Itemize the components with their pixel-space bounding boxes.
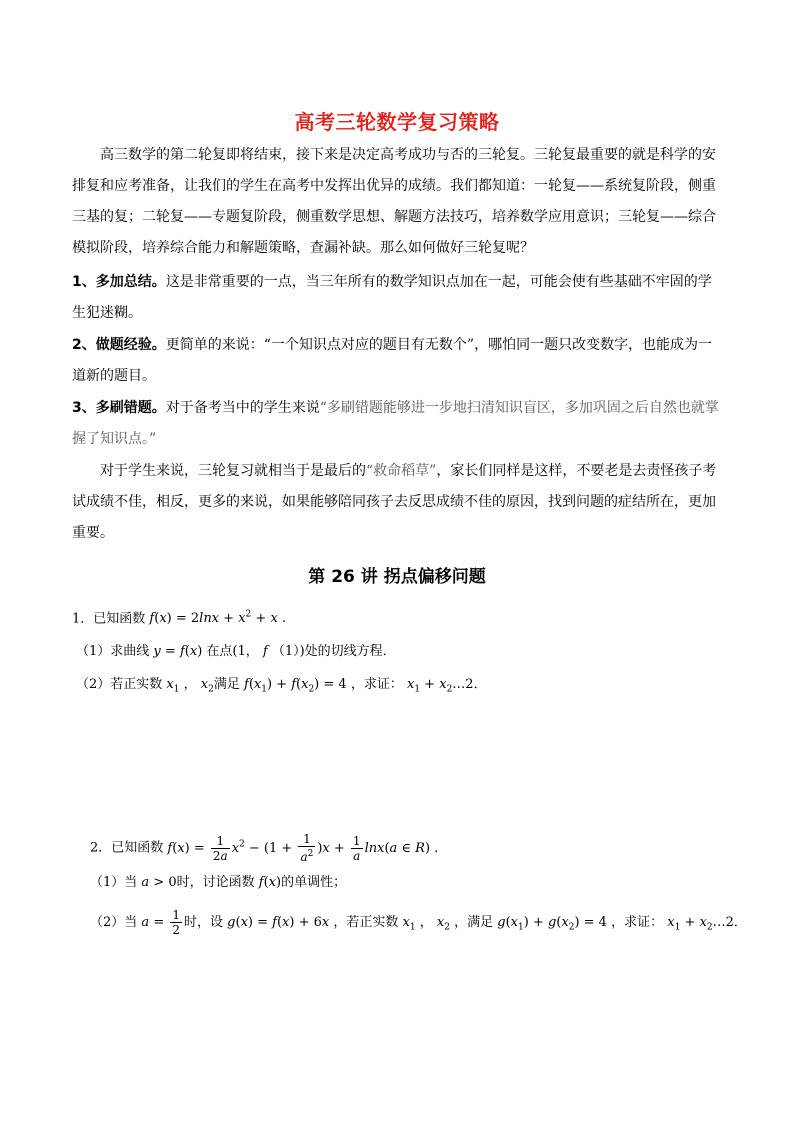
point-1 xyxy=(72,267,722,329)
problem-1-lead: 1．已知函数 xyxy=(72,611,146,627)
page-title: 高考三轮数学复习策略 xyxy=(294,110,500,134)
conclusion-pre: 对于学生来说，三轮复习就相当于是最后的 xyxy=(100,463,366,479)
point-2 xyxy=(72,330,722,392)
point-3-body: 对于备考当中的学生来说 xyxy=(165,400,320,416)
conclusion-quote: “救命稻草” xyxy=(366,463,437,479)
lecture-title: 第 26 讲 拐点偏移问题 xyxy=(308,567,486,587)
problem-2-function: f(x) = $\frac{1}{2a}$ $x^2 - (1$ + $\frac{1}{a^2}$ )x + $\frac{1}{a}$ lnx(a ∈ R) . xyxy=(167,832,439,864)
problem-2-lead: 2．已知函数 xyxy=(90,840,164,856)
conclusion-post: ，家长们同样是这样，不要老是去责怪孩子考试成绩不佳，相反，更多的来说，如果能够陪同孩子去反思成绩不佳的原因，找到问题的症结所在，更加重要。 xyxy=(72,463,717,541)
problem-1-statement xyxy=(72,605,286,629)
conclusion-paragraph xyxy=(72,456,722,549)
problem-1-part-2: （2）若正实数 $x_1$ ， $x_2$满足 $f(x_1) + f(x_2) = 4$ ，求证： $x_1$ + $x_2\dots 2$． xyxy=(76,677,487,695)
intro-paragraph: 高三数学的第二轮复即将结束，接下来是决定高考成功与否的三轮复。三轮复最重要的就是科学的安排复和应考准备，让我们的学生在高考中发挥出优异的成绩。我们都知道：一轮复——系统复阶段，侧重三基的复；二轮复——专题复阶段，侧重数学思想、解题方法技巧，培养数学应用意识；三轮复——综合模拟阶段，培养综合能力和解题策略，查漏补缺。那么如何做好三轮复呢？ xyxy=(72,147,716,256)
problem-2-statement xyxy=(90,832,438,864)
problem-2-part-2: （2）当 a = $\frac{1}{2}$ 时，设 g(x) = f(x) + 6x ，若正实数 $x_1$ ， $x_2$ ，满足 $g(x_1) + g(x_2) = 4$ ，求证： $x_1$ + $x_2\dots 2$． xyxy=(90,908,747,937)
point-2-body: 更简单的来说：“一个知识点对应的题目有无数个”，哪怕同一题只改变数字，也能成为一道新的题目。 xyxy=(72,337,713,384)
problem-1-function: $f(x) = 2\ln x + x^2 + x$ . xyxy=(149,610,287,627)
point-1-body: 这是非常重要的一点，当三年所有的数学知识点加在一起，可能会使有些基础不牢固的学生犯迷糊。 xyxy=(72,274,712,321)
point-3-head: 3、多刷错题。 xyxy=(72,400,166,416)
point-3 xyxy=(72,393,722,455)
problem-2-part-1: （1）当 a > 0时，讨论函数 f(x)的单调性； xyxy=(90,875,347,890)
point-2-head: 2、做题经验。 xyxy=(72,337,166,353)
problem-1-part-1: （1）求曲线 y = f(x) 在点(1， f （1）)处的切线方程． xyxy=(76,644,396,659)
point-3-quote: “多刷错题能够进一步地扫清知识盲区，多加巩固之后自然也就掌握了知识点。” xyxy=(72,400,719,447)
point-1-head: 1、多加总结。 xyxy=(72,274,166,290)
